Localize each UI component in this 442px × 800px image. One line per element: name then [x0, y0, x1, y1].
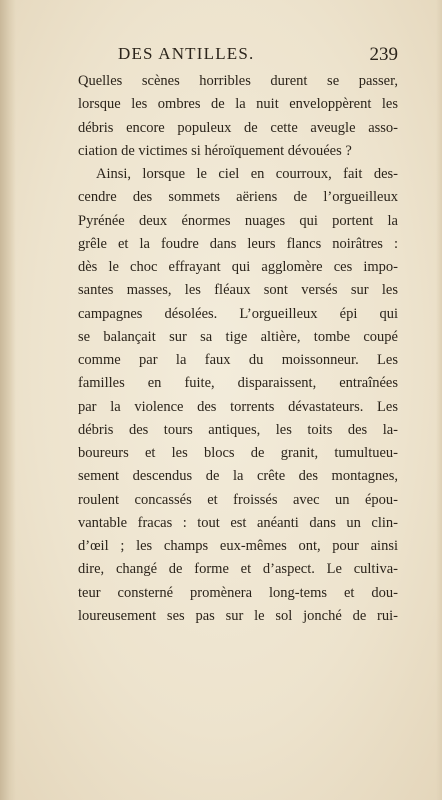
text-line: ciation de victimes si héroïquement dévouées ?: [78, 142, 352, 159]
page-number: 239: [369, 44, 398, 65]
text-line: dès le choc effrayant qui agglomère ces impo-: [78, 259, 398, 275]
text-line: débris des tours antiques, les toits des la-: [78, 421, 398, 438]
text-line: santes masses, les fléaux sont versés sur les: [78, 282, 398, 299]
body-text: [78, 70, 398, 628]
text-line: lorsque les ombres de la nuit enveloppèrent les: [78, 96, 398, 113]
text-line: grêle et la foudre dans leurs flancs noirâtres :: [78, 235, 398, 252]
text-line: débris encore populeux de cette aveugle asso-: [78, 119, 398, 136]
text-line: d’œil ; les champs eux-mêmes ont, pour ainsi: [78, 538, 398, 554]
page-edge: [436, 0, 442, 800]
running-head: DES ANTILLES.: [118, 44, 255, 63]
text-line: roulent concassés et froissés avec un épou-: [78, 491, 398, 508]
text-line: Quelles scènes horribles durent se passer,: [78, 73, 398, 89]
text-line: comme par la faux du moissonneur. Les: [78, 352, 398, 368]
text-line: dire, changé de forme et d’aspect. Le cultiva-: [78, 561, 398, 578]
text-line: par la violence des torrents dévastateurs. Les: [78, 398, 398, 415]
text-line: campagnes désolées. L’orgueilleux épi qui: [78, 305, 398, 322]
text-line: teur consterné promènera long-tems et dou-: [78, 584, 398, 601]
text-line: sement descendus de la crête des montagnes,: [78, 468, 398, 485]
text-line: se balançait sur sa tige altière, tombe coupé: [78, 328, 398, 345]
text-line: Ainsi, lorsque le ciel en courroux, fait des-: [96, 166, 398, 182]
text-line: Pyrénée deux énormes nuages qui portent la: [78, 212, 398, 229]
text-line: boureurs et les blocs de granit, tumultueu-: [78, 445, 398, 461]
binding-gutter: [0, 0, 16, 800]
text-line: cendre des sommets aëriens de l’orgueilleux: [78, 189, 398, 206]
page-header: [66, 44, 410, 66]
text-line: loureusement ses pas sur le sol jonché de rui-: [78, 607, 398, 624]
text-line: vantable fracas : tout est anéanti dans un clin-: [78, 514, 398, 531]
text-line: familles en fuite, disparaissent, entraînées: [78, 375, 398, 392]
